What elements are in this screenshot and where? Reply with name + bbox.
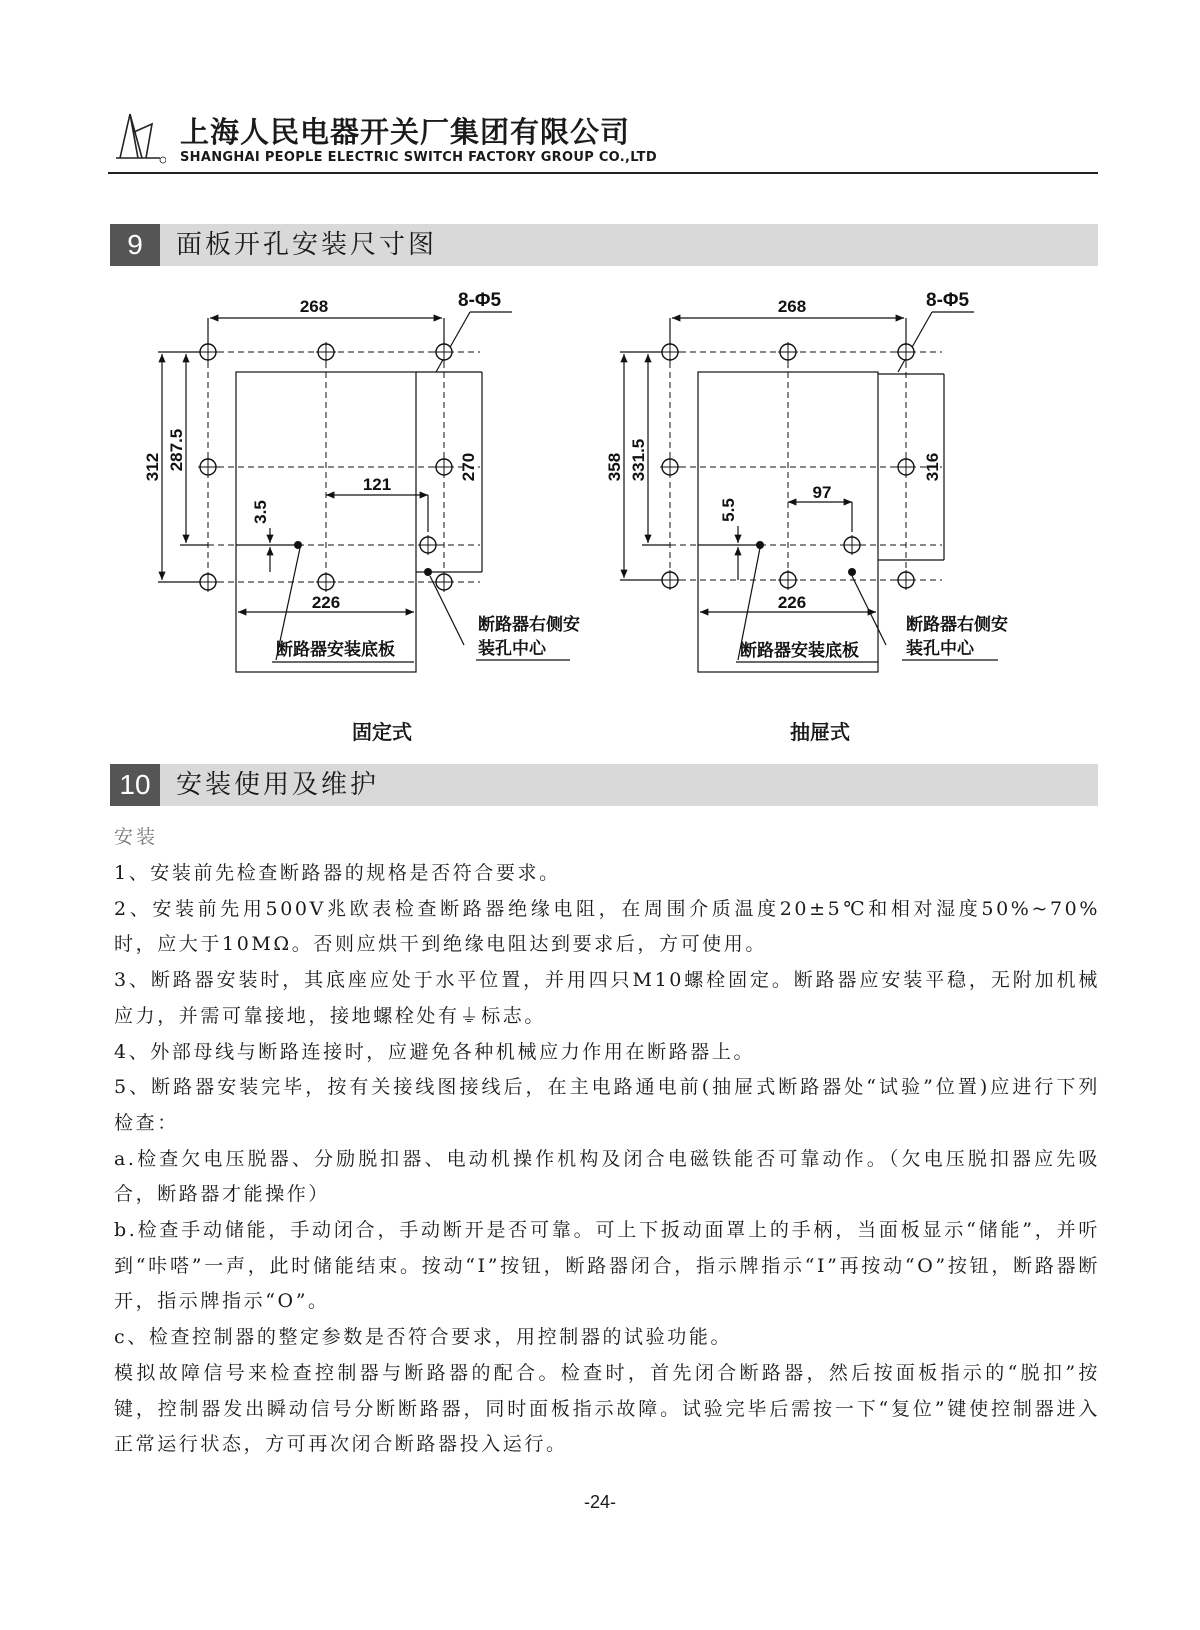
drawer-dim-center: 97 — [812, 483, 832, 502]
fixed-dim-inner-h: 287.5 — [167, 428, 186, 472]
page-header — [108, 100, 1098, 174]
paragraph: b.检查手动储能，手动闭合，手动断开是否可靠。可上下扳动面罩上的手柄，当面板显示“储能”，并听到“咔嗒”一声，此时储能结束。按动“I”按钮，断路器闭合，指示牌指示“I”再按动“O”按钮，断路器断开，指示牌指示“O”。 — [114, 1219, 1100, 1313]
drawer-dim-bottom: 226 — [777, 593, 807, 612]
fixed-dim-center: 121 — [362, 475, 392, 494]
paragraph: 4、外部母线与断路连接时，应避免各种机械应力作用在断路器上。 — [114, 1040, 756, 1063]
paragraph: 1、安装前先检查断路器的规格是否符合要求。 — [114, 862, 561, 884]
install-instructions — [114, 856, 1100, 1463]
fixed-holes-label: 8-Φ5 — [458, 290, 502, 311]
caption-fixed: 固定式 — [352, 720, 412, 744]
drawer-dim-top: 268 — [777, 297, 807, 316]
fixed-dim-outer-h: 312 — [143, 452, 162, 482]
drawer-holes-label: 8-Φ5 — [926, 290, 970, 311]
fixed-right-center-dot — [424, 568, 432, 576]
caption-drawer: 抽屉式 — [790, 720, 850, 744]
fixed-label-base: 断路器安装底板 — [276, 640, 395, 659]
company-logo — [112, 108, 166, 164]
paragraph: 模拟故障信号来检查控制器与断路器的配合。检查时，首先闭合断路器，然后按面板指示的“脱扣”按键，控制器发出瞬动信号分断断路器，同时面板指示故障。试验完毕后需按一下“复位”键使控制器进入正常运行状态，方可再次闭合断路器投入运行。 — [114, 1361, 1100, 1456]
page-number: -24- — [583, 1492, 616, 1512]
section-10-header — [110, 764, 1098, 806]
subheading-install: 安装 — [114, 826, 159, 848]
fixed-dim-top: 268 — [299, 297, 329, 316]
section-9-number: 9 — [110, 224, 160, 266]
paragraph: 5、断路器安装完毕，按有关接线图接线后，在主电路通电前(抽屉式断路器处“试验”位置)应进行下列检查： — [114, 1076, 1100, 1134]
panel-cutout-diagram — [140, 290, 1100, 760]
section-9-header — [110, 224, 1098, 266]
drawer-base-center-dot — [756, 541, 764, 549]
drawer-dim-outer-h: 358 — [605, 452, 624, 482]
paragraph: a.检查欠电压脱器、分励脱扣器、电动机操作机构及闭合电磁铁能否可靠动作。（欠电压脱扣器应先吸合，断路器才能操作） — [114, 1147, 1100, 1206]
drawer-label-right-1: 断路器右侧安 — [906, 615, 1008, 634]
drawer-label-right-2: 装孔中心 — [906, 639, 974, 658]
fixed-dim-right: 270 — [459, 452, 478, 482]
fixed-label-right-1: 断路器右侧安 — [478, 615, 580, 634]
paragraph: 2、安装前先用500V兆欧表检查断路器绝缘电阻，在周围介质温度20±5℃和相对湿度50%~70%时，应大于10MΩ。否则应烘干到绝缘电阻达到要求后，方可使用。 — [114, 897, 1100, 956]
paragraph: 3、断路器安装时，其底座应处于水平位置，并用四只M10螺栓固定。断路器应安装平稳，无附加机械应力，并需可靠接地，接地螺栓处有⏚标志。 — [114, 969, 1100, 1027]
fixed-label-right-2: 装孔中心 — [478, 639, 546, 658]
fixed-dim-offset: 3.5 — [251, 500, 270, 524]
company-name-en: SHANGHAI PEOPLE ELECTRIC SWITCH FACTORY GROUP CO.,LTD — [180, 150, 657, 165]
fixed-base-center-dot — [294, 541, 302, 549]
fixed-dim-bottom: 226 — [311, 593, 341, 612]
drawer-dim-right: 316 — [923, 452, 942, 482]
drawer-dim-offset: 5.5 — [719, 498, 738, 522]
drawer-right-center-dot — [848, 568, 856, 576]
fixed-type-drawing — [158, 312, 512, 672]
section-9-title: 面板开孔安装尺寸图 — [176, 230, 438, 260]
company-name-cn: 上海人民电器开关厂集团有限公司 — [180, 115, 631, 149]
section-10-title: 安装使用及维护 — [176, 770, 380, 800]
drawer-dim-inner-h: 331.5 — [629, 438, 648, 482]
drawer-label-base: 断路器安装底板 — [740, 641, 859, 660]
paragraph: c、检查控制器的整定参数是否符合要求，用控制器的试验功能。 — [114, 1326, 733, 1349]
section-10-number: 10 — [110, 764, 160, 806]
